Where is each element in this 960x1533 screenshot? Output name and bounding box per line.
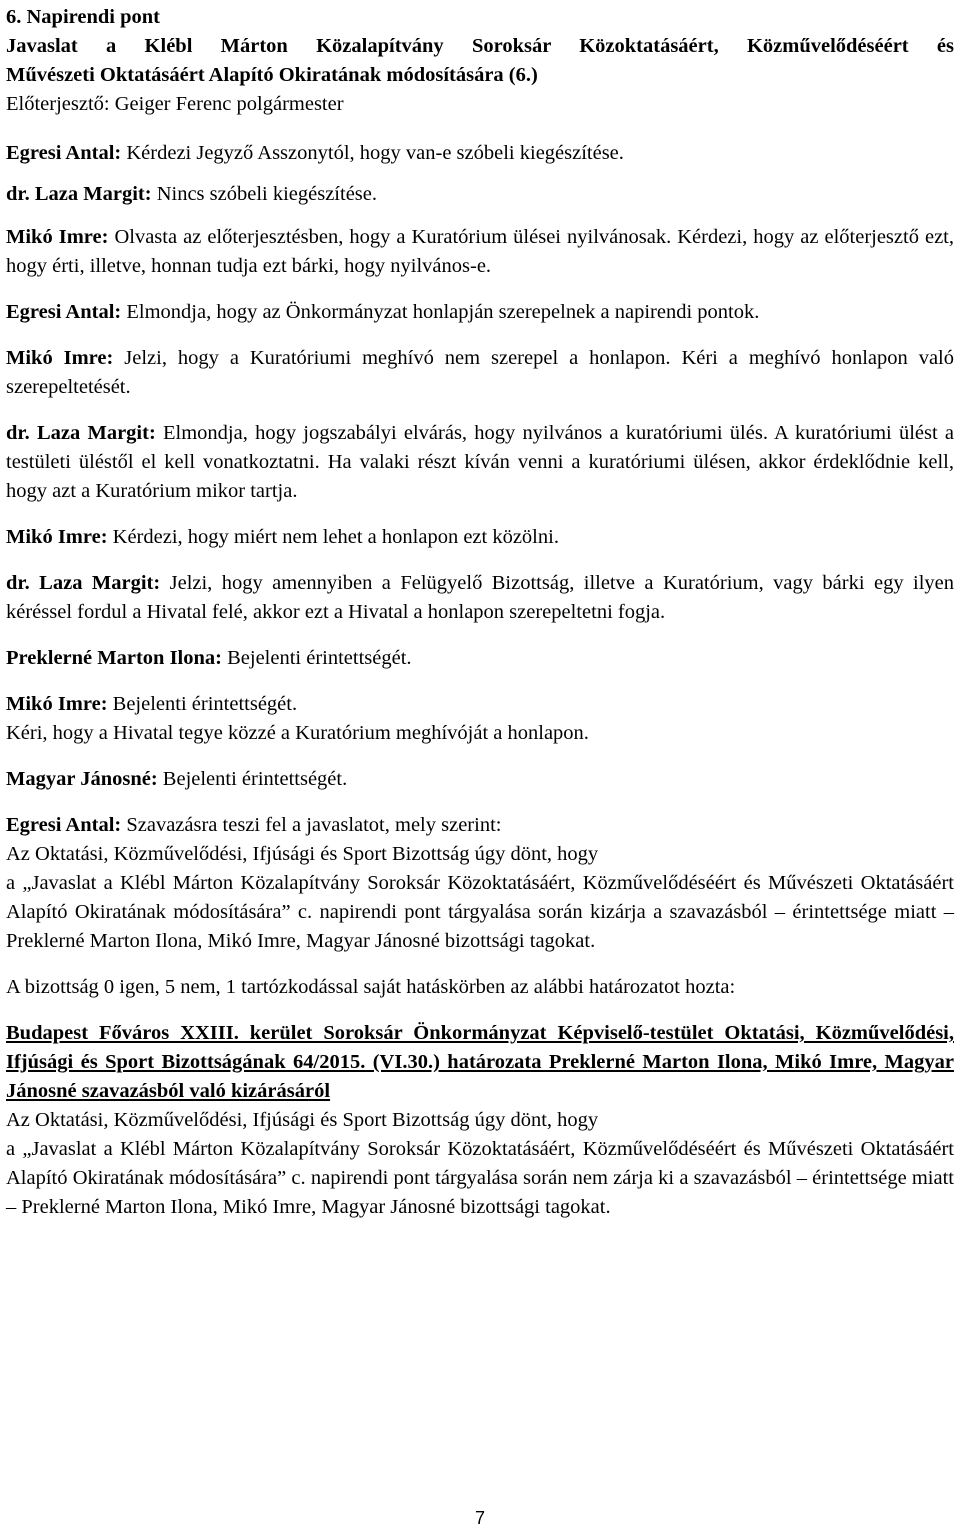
statement-text: Bejelenti érintettségét. xyxy=(157,768,348,790)
statement xyxy=(6,139,954,168)
vote-result: A bizottság 0 igen, 5 nem, 1 tartózkodással saját hatáskörben az alábbi határozatot hozta: xyxy=(6,976,736,998)
statement xyxy=(6,223,954,281)
statement-text: Jelzi, hogy a Kuratóriumi meghívó nem szerepel a honlapon. Kéri a meghívó honlapon való szerepeltetését. xyxy=(6,347,955,398)
statement xyxy=(6,298,954,327)
statement xyxy=(6,811,954,840)
statement xyxy=(6,765,954,794)
statement-text: Szavazásra teszi fel a javaslatot, mely szerint: xyxy=(121,814,502,836)
statement-text: Kérdezi Jegyző Asszonytól, hogy van-e szóbeli kiegészítése. xyxy=(121,142,624,164)
presenter-line: Előterjesztő: Geiger Ferenc polgármester xyxy=(6,93,344,115)
resolution-title: Budapest Főváros XXIII. kerület Soroksár Önkormányzat Képviselő-testület Oktatási, Közművelődési, Ifjúsági és Sport Bizottságának 64/2015. (VI.30.) határozata Preklerné Marton Ilona, Mikó Imre, Magyar Jánosné szavazásból való kizárásáról xyxy=(6,1022,954,1102)
statement xyxy=(6,644,954,673)
speaker-name: dr. Laza Margit: xyxy=(6,422,156,444)
statement-text: Kérdezi, hogy miért nem lehet a honlapon ezt közölni. xyxy=(107,526,559,548)
statement xyxy=(6,180,954,209)
speaker-name: dr. Laza Margit: xyxy=(6,183,152,205)
document-page xyxy=(6,0,954,1222)
statement xyxy=(6,419,954,506)
statement-text: Olvasta az előterjesztésben, hogy a Kuratórium ülései nyilvánosak. Kérdezi, hogy az előterjesztő ezt, hogy érti, illetve, honnan tudja ezt bárki, hogy nyilvános-e. xyxy=(6,226,954,277)
agenda-title-line1: Javaslat a Klébl Márton Közalapítvány Soroksár Közoktatásáért, Közművelődéséért és xyxy=(6,35,954,57)
speaker-name: Mikó Imre: xyxy=(6,526,108,548)
speaker-name: dr. Laza Margit: xyxy=(6,572,161,594)
statement xyxy=(6,569,954,627)
statement xyxy=(6,344,954,402)
speaker-name: Mikó Imre: xyxy=(6,226,109,248)
statement-text: Bejelenti érintettségét. xyxy=(221,647,412,669)
statement-text: Elmondja, hogy az Önkormányzat honlapján szerepelnek a napirendi pontok. xyxy=(121,301,760,323)
statement xyxy=(6,690,954,719)
speaker-name: Preklerné Marton Ilona: xyxy=(6,647,222,669)
speaker-name: Magyar Jánosné: xyxy=(6,768,158,790)
resolution-body: a „Javaslat a Klébl Márton Közalapítvány Soroksár Közoktatásáért, Közművelődéséért és Művészeti Oktatásáért Alapító Okiratának módosítására” c. napirendi pont tárgyalása során nem zárja ki a szavazásból – érintettsége miatt – Preklerné Marton Ilona, Mikó Imre, Magyar Jánosné bizottsági tagokat. xyxy=(6,1138,954,1218)
statement-text: Jelzi, hogy amennyiben a Felügyelő Bizottság, illetve a Kuratórium, vagy bárki egy ilyen kéréssel fordul a Hivatal felé, akkor ezt a Hivatal a honlapon szerepeltetni fogja. xyxy=(6,572,955,623)
decision-intro: Az Oktatási, Közművelődési, Ifjúsági és Sport Bizottság úgy dönt, hogy xyxy=(6,843,599,865)
speaker-name: Mikó Imre: xyxy=(6,347,114,369)
statement-text: Nincs szóbeli kiegészítése. xyxy=(151,183,377,205)
agenda-item-heading: 6. Napirendi pont xyxy=(6,6,160,28)
decision-body: a „Javaslat a Klébl Márton Közalapítvány Soroksár Közoktatásáért, Közművelődéséért és Művészeti Oktatásáért Alapító Okiratának módosítására” c. napirendi pont tárgyalása során kizárja a szavazásból – érintettsége miatt – Preklerné Marton Ilona, Mikó Imre, Magyar Jánosné bizottsági tagokat. xyxy=(6,872,954,952)
statement-text: Bejelenti érintettségét. xyxy=(107,693,298,715)
speaker-name: Egresi Antal: xyxy=(6,814,122,836)
page-number: 7 xyxy=(474,1508,485,1528)
agenda-title-line2: Művészeti Oktatásáért Alapító Okiratának módosítására (6.) xyxy=(6,64,538,86)
speaker-name: Mikó Imre: xyxy=(6,693,108,715)
statement xyxy=(6,523,954,552)
speaker-name: Egresi Antal: xyxy=(6,142,122,164)
statement-text: Elmondja, hogy jogszabályi elvárás, hogy nyilvános a kuratóriumi ülés. A kuratóriumi ülést a testületi üléstől el kell vonatkoztatni. Ha valaki részt kíván venni a kuratóriumi ülésen, akkor érdeklődnie kell, hogy azt a Kuratórium mikor tartja. xyxy=(6,422,955,502)
resolution-intro: Az Oktatási, Közművelődési, Ifjúsági és Sport Bizottság úgy dönt, hogy xyxy=(6,1109,599,1131)
statement-request: Kéri, hogy a Hivatal tegye közzé a Kuratórium meghívóját a honlapon. xyxy=(6,722,589,744)
speaker-name: Egresi Antal: xyxy=(6,301,122,323)
